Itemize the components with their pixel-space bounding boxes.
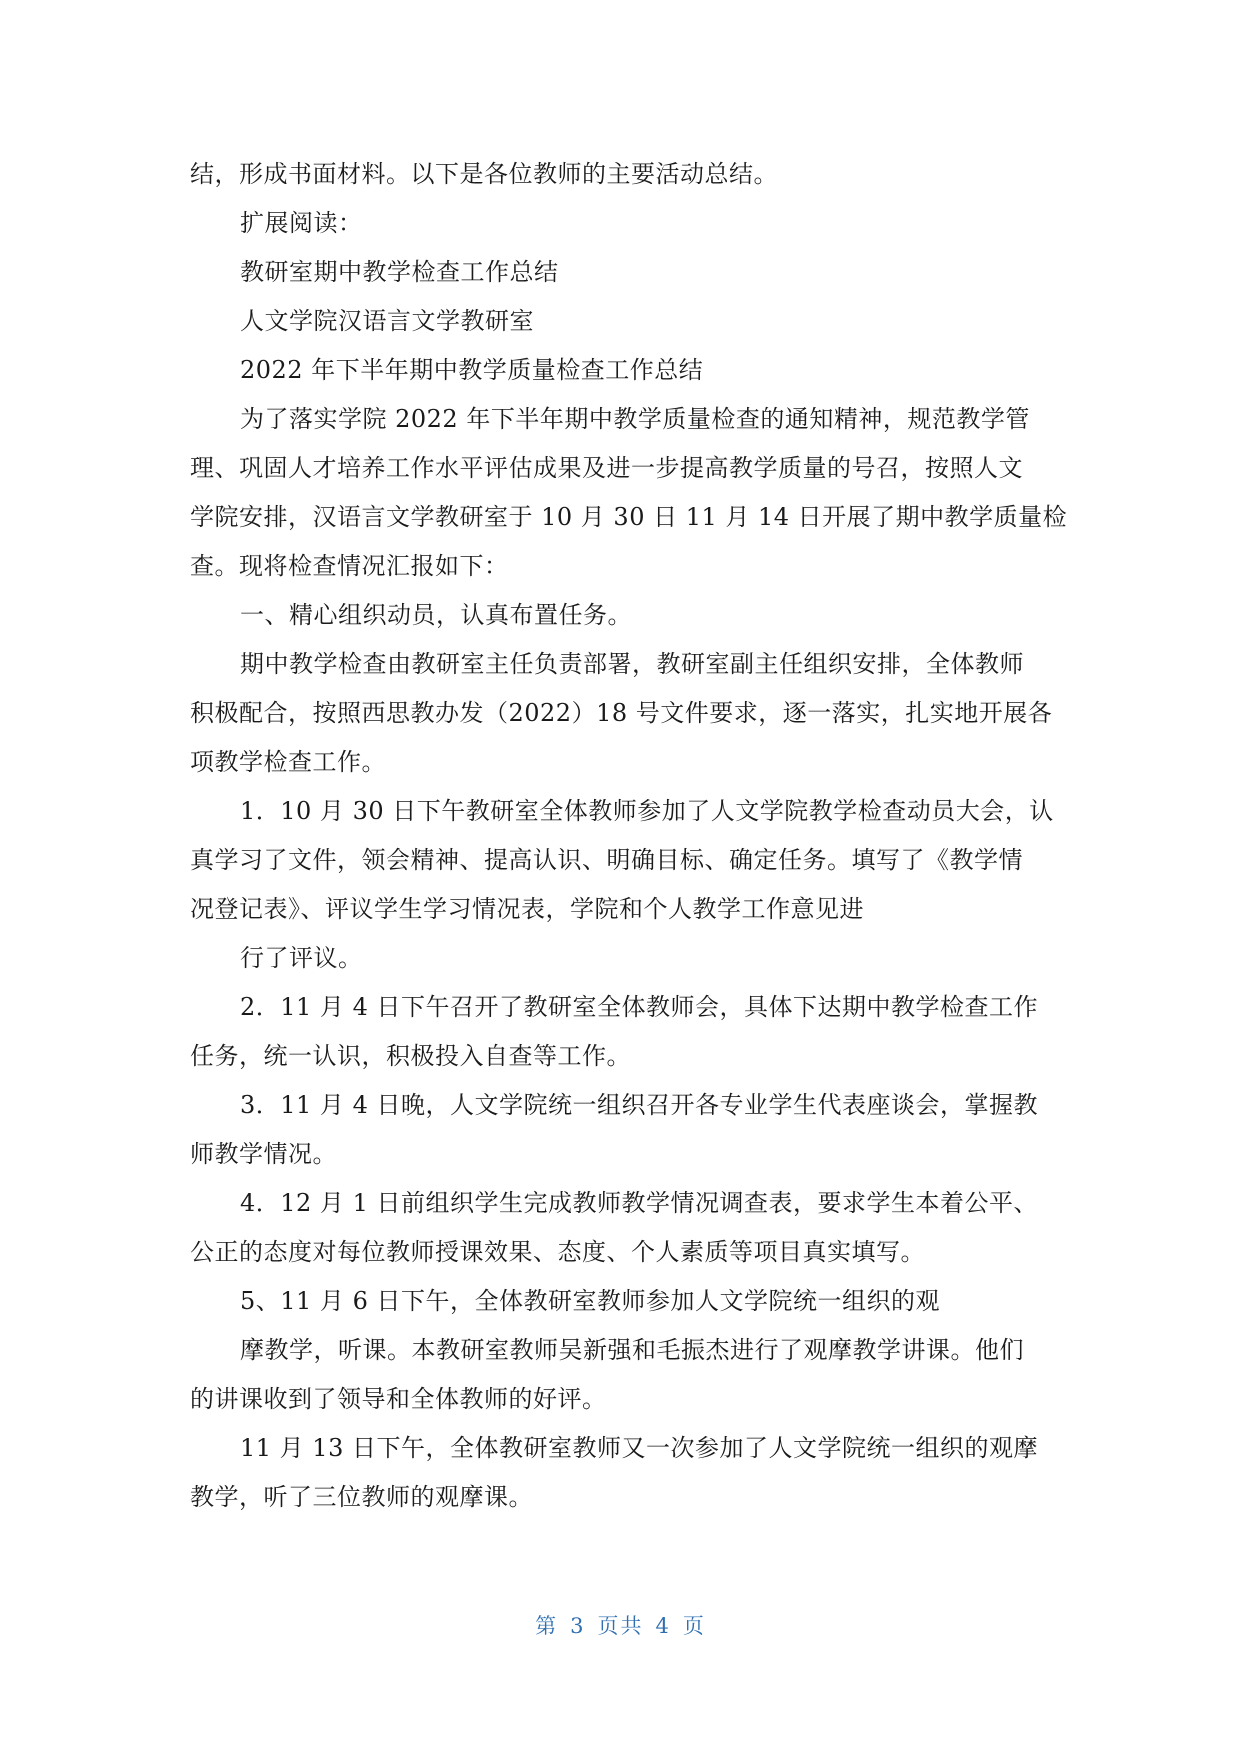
text-line: 5、11 月 6 日下午，全体教研室教师参加人文学院统一组织的观 — [240, 1287, 940, 1315]
document-body — [190, 150, 1068, 1522]
text-line: 理、巩固人才培养工作水平评估成果及进一步提高教学质量的号召，按照人文 — [190, 454, 1023, 482]
text-line: 人文学院汉语言文学教研室 — [240, 307, 534, 335]
text-line: 结，形成书面材料。以下是各位教师的主要活动总结。 — [190, 160, 778, 188]
text-line: 2．11 月 4 日下午召开了教研室全体教师会，具体下达期中教学检查工作 — [240, 993, 1038, 1021]
text-line: 真学习了文件，领会精神、提高认识、明确目标、确定任务。填写了《教学情 — [190, 846, 1023, 874]
text-line: 行了评议。 — [240, 944, 363, 972]
text-line: 4．12 月 1 日前组织学生完成教师教学情况调查表，要求学生本着公平、 — [240, 1189, 1038, 1217]
text-line: 3．11 月 4 日晚，人文学院统一组织召开各专业学生代表座谈会，掌握教 — [240, 1091, 1038, 1119]
footer-prefix: 第 — [535, 1614, 559, 1638]
text-line: 2022 年下半年期中教学质量检查工作总结 — [240, 356, 704, 384]
text-line: 教学，听了三位教师的观摩课。 — [190, 1483, 533, 1511]
text-line: 教研室期中教学检查工作总结 — [240, 258, 559, 286]
text-line: 师教学情况。 — [190, 1140, 337, 1168]
text-line: 况登记表》、评议学生学习情况表，学院和个人教学工作意见进 — [190, 895, 864, 923]
text-line: 一、精心组织动员，认真布置任务。 — [240, 601, 632, 629]
text-line: 为了落实学院 2022 年下半年期中教学质量检查的通知精神，规范教学管 — [240, 405, 1030, 433]
text-line: 11 月 13 日下午，全体教研室教师又一次参加了人文学院统一组织的观摩 — [240, 1434, 1038, 1462]
text-line: 1．10 月 30 日下午教研室全体教师参加了人文学院教学检查动员大会，认 — [240, 797, 1054, 825]
text-line: 公正的态度对每位教师授课效果、态度、个人素质等项目真实填写。 — [190, 1238, 925, 1266]
footer-middle: 页共 — [597, 1614, 644, 1638]
text-line: 项教学检查工作。 — [190, 748, 386, 776]
footer-suffix: 页 — [682, 1614, 706, 1638]
text-line: 积极配合，按照西思教办发（2022）18 号文件要求，逐一落实，扎实地开展各 — [190, 699, 1053, 727]
page-footer — [0, 1610, 1241, 1640]
text-line: 摩教学，听课。本教研室教师吴新强和毛振杰进行了观摩教学讲课。他们 — [240, 1336, 1024, 1364]
text-line: 学院安排，汉语言文学教研室于 10 月 30 日 11 月 14 日开展了期中教学质量检 — [190, 503, 1068, 531]
text-line: 查。现将检查情况汇报如下： — [190, 552, 509, 580]
text-line: 期中教学检查由教研室主任负责部署，教研室副主任组织安排，全体教师 — [240, 650, 1024, 678]
footer-total-pages: 4 — [655, 1614, 671, 1638]
text-line: 任务，统一认识，积极投入自查等工作。 — [190, 1042, 631, 1070]
text-line: 扩展阅读： — [240, 209, 363, 237]
text-line: 的讲课收到了领导和全体教师的好评。 — [190, 1385, 607, 1413]
footer-current-page: 3 — [570, 1614, 586, 1638]
